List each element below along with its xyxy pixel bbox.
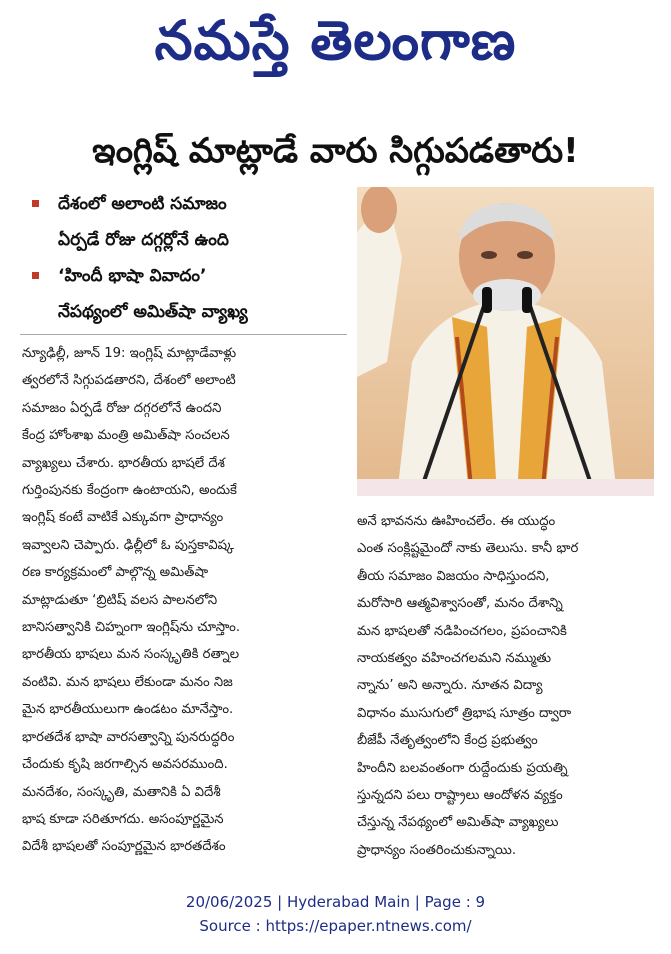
bullet-line: ఏర్పడే రోజు దగ్గర్లోనే ఉంది bbox=[58, 230, 229, 250]
edition-info: 20/06/2025 | Hyderabad Main | Page : 9 bbox=[185, 893, 486, 911]
article-text-line: మన భాషలతో నడిపించగలం, ప్రపంచానికి bbox=[357, 623, 567, 639]
article-text-line: నాయకత్వం వహించగలమని నమ్ముతు bbox=[357, 651, 552, 667]
article-text-line: మరోసారి ఆత్మవిశ్వాసంతో, మనం దేశాన్ని bbox=[357, 596, 563, 612]
bullet-marker-icon bbox=[32, 272, 39, 279]
article-text-line: చేస్తున్న నేపథ్యంలో అమిత్‌షా వ్యాఖ్యలు bbox=[357, 815, 559, 831]
article-text-line: మనదేశం, సంస్కృతి, మతానికి ఏ విదేశీ bbox=[22, 784, 221, 800]
newspaper-masthead: నమస్తే తెలంగాణ bbox=[154, 9, 517, 72]
article-text-line: రణ కార్యక్రమంలో పాల్గొన్న అమిత్‌షా bbox=[22, 565, 209, 581]
article-text-line: భారతదేశ భాషా వారసత్వాన్ని పునరుద్ధరిం bbox=[22, 729, 235, 745]
article-text-line: భాష కూడా సరితూగదు. అసంపూర్ణమైన bbox=[22, 811, 224, 827]
bullet-line: ‘హిందీ భాషా వివాదం’ bbox=[58, 266, 207, 286]
article-text-line: ప్రాధాన్యం సంతరించుకున్నాయి. bbox=[357, 842, 517, 858]
article-text-line: కేంద్ర హోంశాఖ మంత్రి అమిత్‌షా సంచలన bbox=[22, 428, 230, 444]
subheadline-bullets bbox=[20, 186, 350, 330]
article-text-line: మాట్లాడుతూ ‘బ్రిటిష్‌ వలస పాలనలోని bbox=[22, 592, 218, 608]
article-text-line: ఎంత సంక్లిష్టమైందో నాకు తెలుసు. కానీ భార bbox=[357, 541, 579, 557]
article-text-line: హిందీని బలవంతంగా రుద్దేందుకు ప్రయత్ని bbox=[357, 760, 568, 776]
speaker-photo-illustration bbox=[357, 187, 654, 496]
bullet-item bbox=[20, 186, 350, 258]
article-text-line: వంటివి. మన భాషలు లేకుండా మనం నిజ bbox=[22, 674, 233, 690]
article-body-right-column bbox=[357, 508, 654, 864]
article-text-line: స్తున్నదని పలు రాష్ట్రాలు ఆందోళన వ్యక్తం bbox=[357, 788, 563, 804]
bullet-line: నేపథ్యంలో అమిత్‌షా వ్యాఖ్య bbox=[58, 302, 248, 322]
article-text-line: తీయ సమాజం విజయం సాధిస్తుందని, bbox=[357, 568, 550, 584]
article-text-line: సమాజం ఏర్పడే రోజు దగ్గరలోనే ఉందని bbox=[22, 400, 222, 416]
article-headline: ఇంగ్లిష్‌ మాట్లాడే వారు సిగ్గుపడతారు! bbox=[92, 131, 579, 171]
article-photo bbox=[357, 187, 654, 496]
source-link[interactable]: Source : https://epaper.ntnews.com/ bbox=[199, 917, 472, 935]
article-text-line: విధానం ముసుగులో త్రిభాష సూత్రం ద్వారా bbox=[357, 705, 572, 721]
article-text-line: అనే భావనను ఊహించలేం. ఈ యుద్ధం bbox=[357, 514, 556, 529]
article-text-line: వ్యాఖ్యలు చేశారు. భారతీయ భాషలే దేశ bbox=[22, 455, 225, 471]
article-text-line: భారతీయ భాషలు మన సంస్కృతికి రత్నాల bbox=[22, 647, 240, 663]
article-text-line: న్నాను’ అని అన్నారు. నూతన విద్యా bbox=[357, 678, 543, 694]
section-divider bbox=[20, 334, 347, 335]
page-footer bbox=[0, 890, 671, 938]
article-text-line: బీజేపీ నేతృత్వంలోని కేంద్ర ప్రభుత్వం bbox=[357, 733, 538, 749]
bullet-item bbox=[20, 258, 350, 330]
bullet-marker-icon bbox=[32, 200, 39, 207]
article-text-line: బానిసత్వానికి చిహ్నంగా ఇంగ్లిష్‌ను చూస్తాం. bbox=[22, 620, 241, 636]
article-text-line: న్యూఢిల్లీ, జూన్‌ 19: ఇంగ్లిష్‌ మాట్లాడేవాళ్లు bbox=[22, 346, 237, 361]
article-text-line: విదేశీ భాషలతో సంపూర్ణమైన భారతదేశం bbox=[22, 839, 226, 855]
article-text-line: చేందుకు కృషి జరగాల్సిన అవసరముంది. bbox=[22, 757, 228, 773]
article-text-line: ఇవ్వాలని చెప్పారు. ఢిల్లీలో ఓ పుస్తకావిష్క bbox=[22, 537, 235, 553]
bullet-line: దేశంలో అలాంటి సమాజం bbox=[58, 194, 227, 214]
article-text-line: మైన భారతీయులుగా ఉండటం మానేస్తాం. bbox=[22, 702, 234, 718]
article-text-line: ఇంగ్లిష్‌ కంటే వాటికే ఎక్కువగా ప్రాధాన్యం bbox=[22, 510, 224, 526]
article-text-line: త్వరలోనే సిగ్గుపడతారని, దేశంలో అలాంటి bbox=[22, 373, 236, 389]
article-body-left-column bbox=[22, 340, 342, 861]
article-text-line: గుర్తింపునకు కేంద్రంగా ఉంటాయని, అందుకే bbox=[22, 483, 237, 499]
